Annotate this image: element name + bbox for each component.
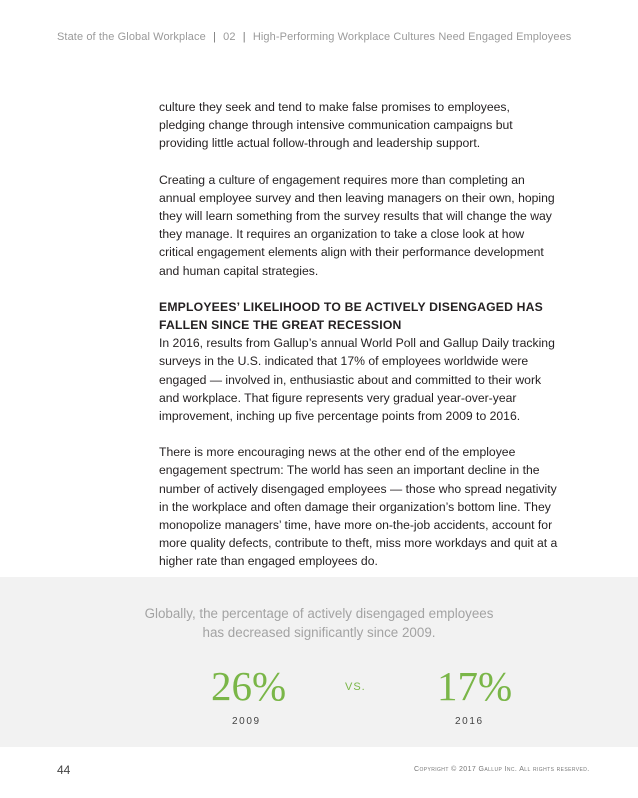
chapter-number: 02: [223, 31, 236, 43]
paragraph: In 2016, results from Gallup’s annual World Poll and Gallup Daily tracking surveys in the U.S. indicated that 17% of employees worldwide were engaged — involved in, enthusiastic about and committed to their work and workplace. That figure represents very gradual year-over-year improvement, inching up five percentage points from 2009 to 2016.: [159, 336, 555, 424]
callout-line: has decreased significantly since 2009.: [202, 625, 436, 640]
header-separator: |: [242, 31, 246, 43]
copyright-notice: Copyright © 2017 Gallup Inc. All rights reserved.: [414, 766, 590, 773]
running-header: [57, 31, 617, 43]
report-title: State of the Global Workplace: [57, 31, 206, 43]
stat-2009-value: 26%: [211, 663, 287, 709]
stat-callout: [0, 577, 638, 747]
callout-line: Globally, the percentage of actively disengaged employees: [144, 606, 494, 621]
paragraph: There is more encouraging news at the other end of the employee engagement spectrum: The world has seen an important decline in the number of actively disengaged employees — those who spread negativity in the workplace and often damage their organization’s bottom line. They monopolize managers’ time, have more on-the-job accidents, account for more quality defects, contribute to theft, miss more workdays and quit at a higher rate than engaged employees do.: [159, 445, 558, 569]
section-title: High-Performing Workplace Cultures Need Engaged Employees: [252, 31, 572, 43]
paragraph: Creating a culture of engagement requires more than completing an annual employee survey and then leaving managers on their own, hoping they will learn something from the survey results that will change the way they manage. It requires an organization to take a close look at how critical engagement elements align with their performance development and human capital strategies.: [159, 172, 555, 278]
body-text: [159, 98, 559, 589]
stat-2016-value: 17%: [437, 663, 513, 709]
stat-2009-year: 2009: [232, 716, 261, 727]
paragraph: culture they seek and tend to make false promises to employees, pledging change through intensive communication campaigns but providing little actual follow-through and leadership support.: [159, 100, 513, 151]
stat-2016-year: 2016: [455, 716, 484, 727]
vs-label: VS.: [345, 681, 366, 693]
header-separator: |: [213, 31, 216, 43]
callout-caption: [0, 604, 638, 642]
page-number: 44: [57, 763, 71, 777]
section-heading: EMPLOYEES’ LIKELIHOOD TO BE ACTIVELY DISENGAGED HAS FALLEN SINCE THE GREAT RECESSION: [159, 299, 544, 333]
